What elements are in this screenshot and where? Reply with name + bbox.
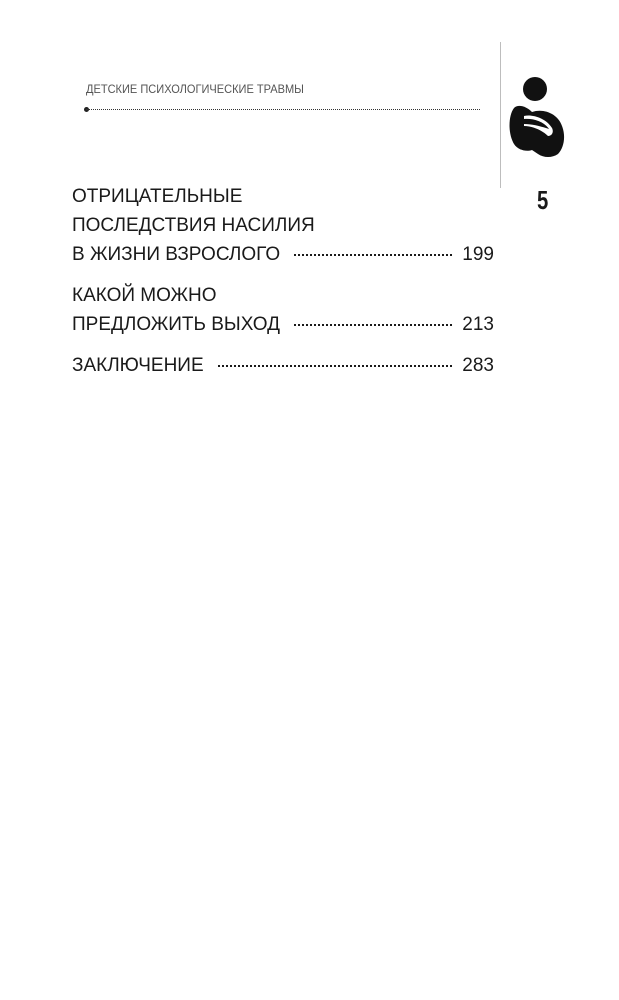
- toc-entry-title-line: ЗАКЛЮЧЕНИЕ: [72, 355, 204, 376]
- toc-entry-last-line: [72, 310, 494, 339]
- toc-entry-last-line: [72, 351, 494, 380]
- toc-entry: [72, 351, 494, 380]
- toc-entry-title-line: ПРЕДЛОЖИТЬ ВЫХОД: [72, 314, 281, 335]
- page-number: 5: [537, 185, 549, 215]
- toc-page-number: 283: [462, 355, 494, 376]
- toc-entry-last-line: [72, 240, 494, 269]
- running-head: ДЕТСКИЕ ПСИХОЛОГИЧЕСКИЕ ТРАВМЫ: [86, 82, 304, 96]
- dot-leader: [294, 324, 452, 326]
- running-head-dotted-rule: [86, 109, 480, 110]
- toc-entry-title-line: ПОСЛЕДСТВИЯ НАСИЛИЯ: [72, 215, 315, 236]
- vertical-divider: [500, 42, 501, 188]
- dot-leader: [218, 365, 453, 367]
- toc-entry: [72, 281, 494, 339]
- dot-leader: [294, 254, 452, 256]
- toc-entry-title-line: ОТРИЦАТЕЛЬНЫЕ: [72, 186, 243, 207]
- child-sitting-hugging-knees-icon: [502, 72, 570, 160]
- toc-entry-title-line: КАКОЙ МОЖНО: [72, 285, 217, 306]
- table-of-contents: [72, 182, 494, 392]
- toc-entry-title-line: В ЖИЗНИ ВЗРОСЛОГО: [72, 244, 281, 265]
- toc-page-number: 199: [462, 244, 494, 265]
- toc-entry: [72, 182, 494, 269]
- toc-page-number: 213: [462, 314, 494, 335]
